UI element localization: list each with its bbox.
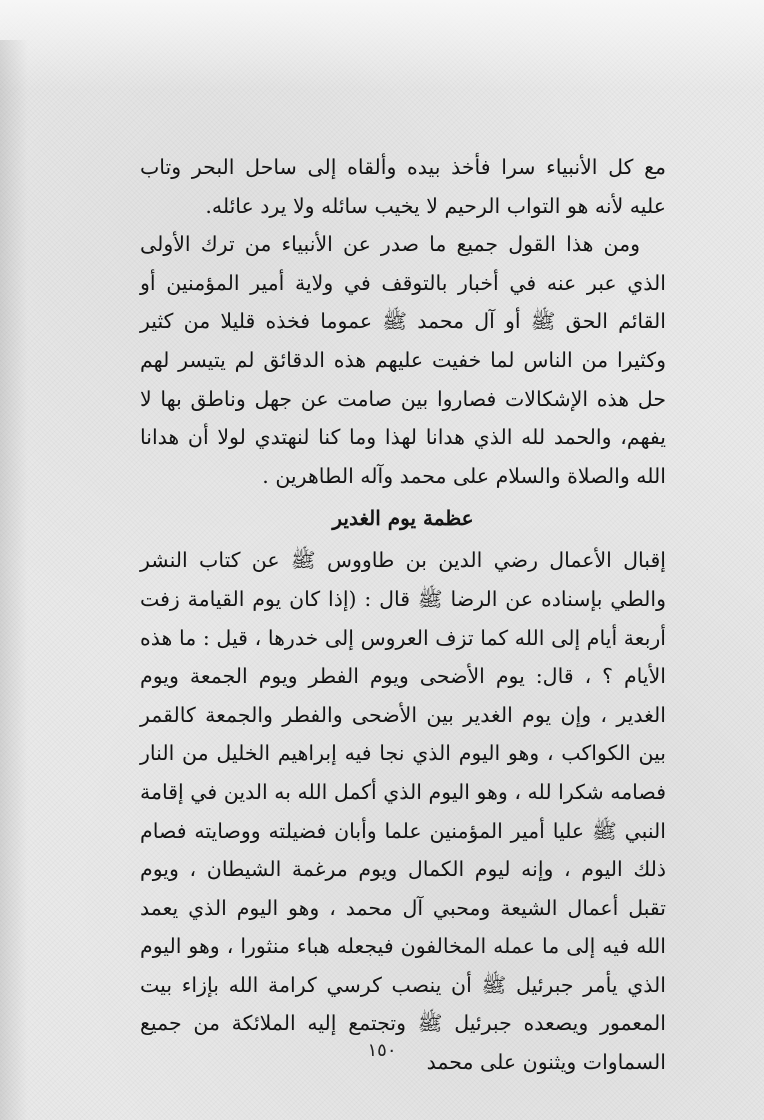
body-text [140, 148, 666, 1082]
paragraph-continuation: مع كل الأنبياء سرا فأخذ بيده وألقاه إلى ساحل البحر وتاب عليه لأنه هو التواب الرحيم لا يخيب سائله ولا يرد عائله. [140, 155, 666, 218]
paragraph-prophets: ومن هذا القول جميع ما صدر عن الأنبياء من ترك الأولى الذي عبر عنه في أخبار بالتوقف في ولاية أمير المؤمنين أو القائم الحق ﷺ أو آل محمد ﷺ عموما فخذه قليلا من كثير وكثيرا من الناس لما خفيت عليهم هذه الدقائق لم يتيسر لهم حل هذه الإشكالات فصاروا بين صامت عن جهل وناطق بها لا يفهم، والحمد لله الذي هدانا لهذا وما كنا لنهتدي لولا أن هدانا الله والصلاة والسلام على محمد وآله الطاهرين . [140, 232, 666, 488]
page-number: ١٥٠ [367, 1040, 397, 1061]
page-top-shade [0, 0, 764, 90]
section-heading: عظمة يوم الغدير [332, 506, 474, 531]
paragraph-ghadir: إقبال الأعمال رضي الدين بن طاووس ﷺ عن كتاب النشر والطي بإسناده عن الرضا ﷺ قال : (إذا كان يوم القيامة زفت أربعة أيام إلى الله كما تزف العروس إلى خدرها ، قيل : ما هذه الأيام ؟ ، قال: يوم الأضحى ويوم الفطر ويوم الجمعة ويوم الغدير ، وإن يوم الغدير بين الأضحى والفطر والجمعة كالقمر بين الكواكب ، وهو اليوم الذي نجا فيه إبراهيم الخليل من النار فصامه شكرا لله ، وهو اليوم الذي أكمل الله به الدين في إقامة النبي ﷺ عليا أمير المؤمنين علما وأبان فضيلته ووصايته فصام ذلك اليوم ، وإنه ليوم الكمال ويوم مرغمة الشيطان ، ويوم تقبل أعمال الشيعة ومحبي آل محمد ، وهو اليوم الذي يعمد الله فيه إلى ما عمله المخالفون فيجعله هباء منثورا ، وهو اليوم الذي يأمر جبرئيل ﷺ أن ينصب كرسي كرامة الله بإزاء بيت المعمور ويصعده جبرئيل ﷺ وتجتمع إليه الملائكة من جميع السماوات ويثنون على محمد [140, 548, 666, 1075]
page-binding-shadow [0, 40, 28, 1120]
